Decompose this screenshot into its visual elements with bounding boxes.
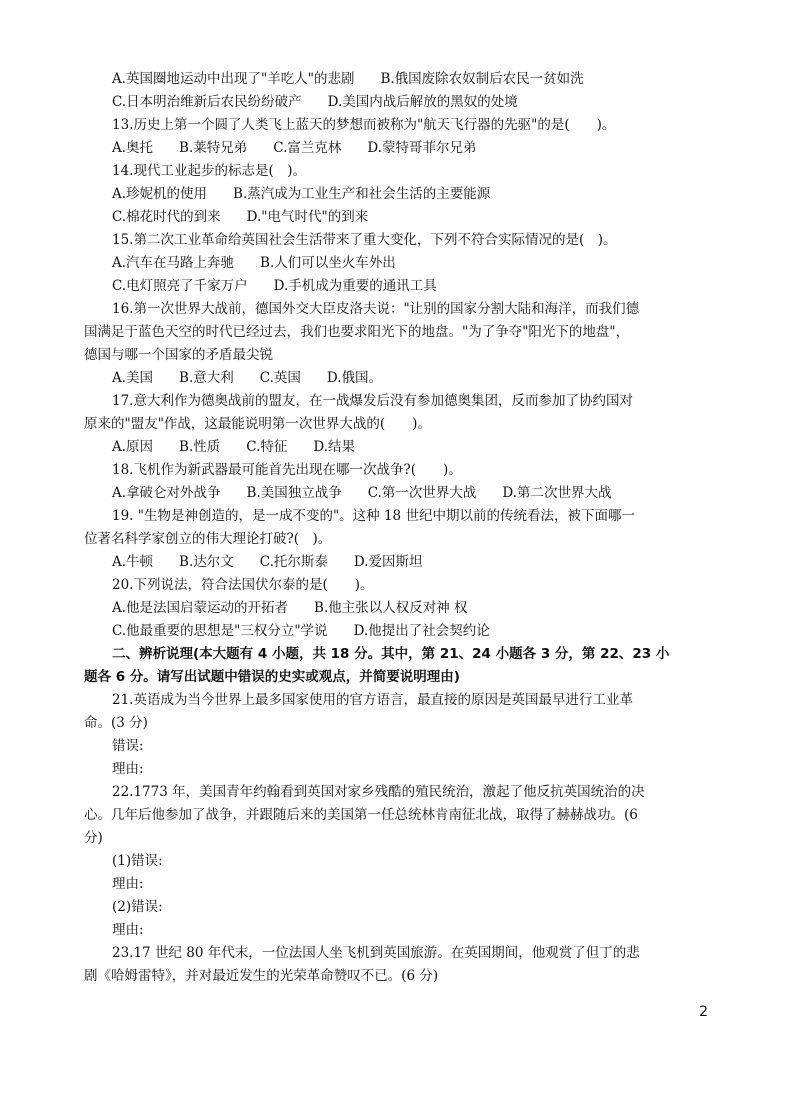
answer-option: A.珍妮机的使用 <box>112 186 208 202</box>
question-text-continued: 位著名科学家创立的伟大理论打破?( )。 <box>84 531 332 547</box>
answer-options-line <box>84 597 720 620</box>
answer-options-line <box>84 206 720 229</box>
question-text: 18.飞机作为新武器最可能首先出现在哪一次战争?( )。 <box>112 462 462 478</box>
answer-option: A.美国 <box>112 370 154 386</box>
answer-option: A.牛顿 <box>112 554 154 570</box>
answer-option: D.蒙特哥菲尔兄弟 <box>367 140 477 156</box>
question-text: 理由: <box>112 761 144 777</box>
answer-option: D.第二次世界大战 <box>502 485 612 501</box>
answer-option: B.意大利 <box>179 370 234 386</box>
answer-options-line <box>84 68 720 91</box>
question-text: 理由: <box>112 922 144 938</box>
answer-option: C.富兰克林 <box>273 140 342 156</box>
answer-option: D.手机成为重要的通讯工具 <box>273 278 437 294</box>
answer-option: C.第一次世界大战 <box>367 485 477 501</box>
question-text-continued: 命。(3 分) <box>84 715 148 731</box>
question-text: 23.17 世纪 80 年代末，一位法国人坐飞机到英国旅游。在英国期间，他观赏了但丁的悲 <box>112 945 640 961</box>
question-text: 16.第一次世界大战前，德国外交大臣皮洛夫说："让别的国家分割大陆和海洋，而我们德 <box>112 301 640 317</box>
question-text-continued: 原来的"盟友"作战，这最能说明第一次世界大战的( )。 <box>84 416 431 432</box>
answer-option: D.俄国。 <box>326 370 383 386</box>
answer-option: C.日本明治维新后农民纷纷破产 <box>112 94 302 110</box>
question-text: 15.第二次工业革命给英国社会生活带来了重大变化，下列不符合实际情况的是( )。 <box>112 232 617 248</box>
answer-option: D.爱因斯坦 <box>353 554 423 570</box>
answer-options-line <box>84 482 720 505</box>
answer-option: D.美国内战后解放的黑奴的处境 <box>327 94 518 110</box>
answer-options-line <box>84 91 720 114</box>
answer-options-line <box>84 137 720 160</box>
question-text-continued: 国满足于蓝色天空的时代已经过去，我们也要求阳光下的地盘。"为了争夺"阳光下的地盘"， <box>84 324 630 340</box>
answer-options-line <box>84 183 720 206</box>
question-text: 20.下列说法，符合法国伏尔泰的是( )。 <box>112 577 374 593</box>
page-number: 2 <box>699 1004 708 1020</box>
answer-option: C.特征 <box>246 439 288 455</box>
answer-options-line <box>84 252 720 275</box>
answer-options-line <box>84 620 720 643</box>
answer-option: C.棉花时代的到来 <box>112 209 221 225</box>
answer-option: A.拿破仑对外战争 <box>112 485 221 501</box>
answer-option: D.他提出了社会契约论 <box>353 623 490 639</box>
answer-option: C.他最重要的思想是"三权分立"学说 <box>112 623 328 639</box>
answer-option: B.美国独立战争 <box>246 485 342 501</box>
question-text: 错误: <box>112 738 144 754</box>
question-text: 14.现代工业起步的标志是( )。 <box>112 163 307 179</box>
question-text-continued: 心。几年后他参加了战争，并跟随后来的美国第一任总统林肯南征北战，取得了赫赫战功。(6 <box>84 807 638 823</box>
answer-option: B.他主张以人权反对神 权 <box>314 600 468 616</box>
question-text: 19. "生物是神创造的，是一成不变的"。这种 18 世纪中期以前的传统看法，被下面哪一 <box>112 508 635 524</box>
question-text-continued: 分) <box>84 830 103 846</box>
answer-option: D."电气时代"的到来 <box>246 209 369 225</box>
answer-option: A.奥托 <box>112 140 154 156</box>
answer-option: A.汽车在马路上奔驰 <box>112 255 235 271</box>
answer-option: B.蒸汽成为工业生产和社会生活的主要能源 <box>233 186 491 202</box>
answer-option: B.俄国废除农奴制后农民一贫如洗 <box>380 71 584 87</box>
answer-option: B.莱特兄弟 <box>179 140 248 156</box>
answer-option: A.原因 <box>112 439 154 455</box>
answer-option: B.性质 <box>179 439 221 455</box>
question-text: 17.意大利作为德奥战前的盟友，在一战爆发后没有参加德奥集团，反而参加了协约国对 <box>112 393 633 409</box>
answer-options-line <box>84 436 720 459</box>
answer-option: D.结果 <box>313 439 356 455</box>
question-text: 22.1773 年，美国青年约翰看到英国对家乡残酷的殖民统治，激起了他反抗英国统治的决 <box>112 784 645 800</box>
question-text-continued: 德国与哪一个国家的矛盾最尖锐 <box>84 347 273 363</box>
answer-options-line <box>84 275 720 298</box>
question-text: 理由: <box>112 876 144 892</box>
question-text: 21.英语成为当今世界上最多国家使用的官方语言，最直接的原因是英国最早进行工业革 <box>112 692 633 708</box>
answer-options-line <box>84 551 720 574</box>
section-heading: 题各 6 分。请写出试题中错误的史实或观点，并简要说明理由) <box>84 669 460 685</box>
question-text: (1)错误: <box>112 853 163 869</box>
question-text: (2)错误: <box>112 899 163 915</box>
answer-options-line <box>84 367 720 390</box>
answer-option: A.英国圈地运动中出现了"羊吃人"的悲剧 <box>112 71 355 87</box>
answer-option: C.英国 <box>259 370 301 386</box>
answer-option: B.达尔文 <box>179 554 234 570</box>
answer-option: B.人们可以坐火车外出 <box>260 255 396 271</box>
answer-option: C.电灯照亮了千家万户 <box>112 278 248 294</box>
answer-option: A.他是法国启蒙运动的开拓者 <box>112 600 289 616</box>
question-text-continued: 剧《哈姆雷特》，并对最近发生的光荣革命赞叹不已。(6 分) <box>84 968 439 984</box>
section-heading: 二、辨析说理(本大题有 4 小题，共 18 分。其中，第 21、24 小题各 3 分，第 22、23 小 <box>112 646 670 662</box>
answer-option: C.托尔斯泰 <box>259 554 328 570</box>
question-text: 13.历史上第一个圆了人类飞上蓝天的梦想而被称为"航天飞行器的先驱"的是( )。 <box>112 117 616 133</box>
exam-content <box>84 68 720 988</box>
